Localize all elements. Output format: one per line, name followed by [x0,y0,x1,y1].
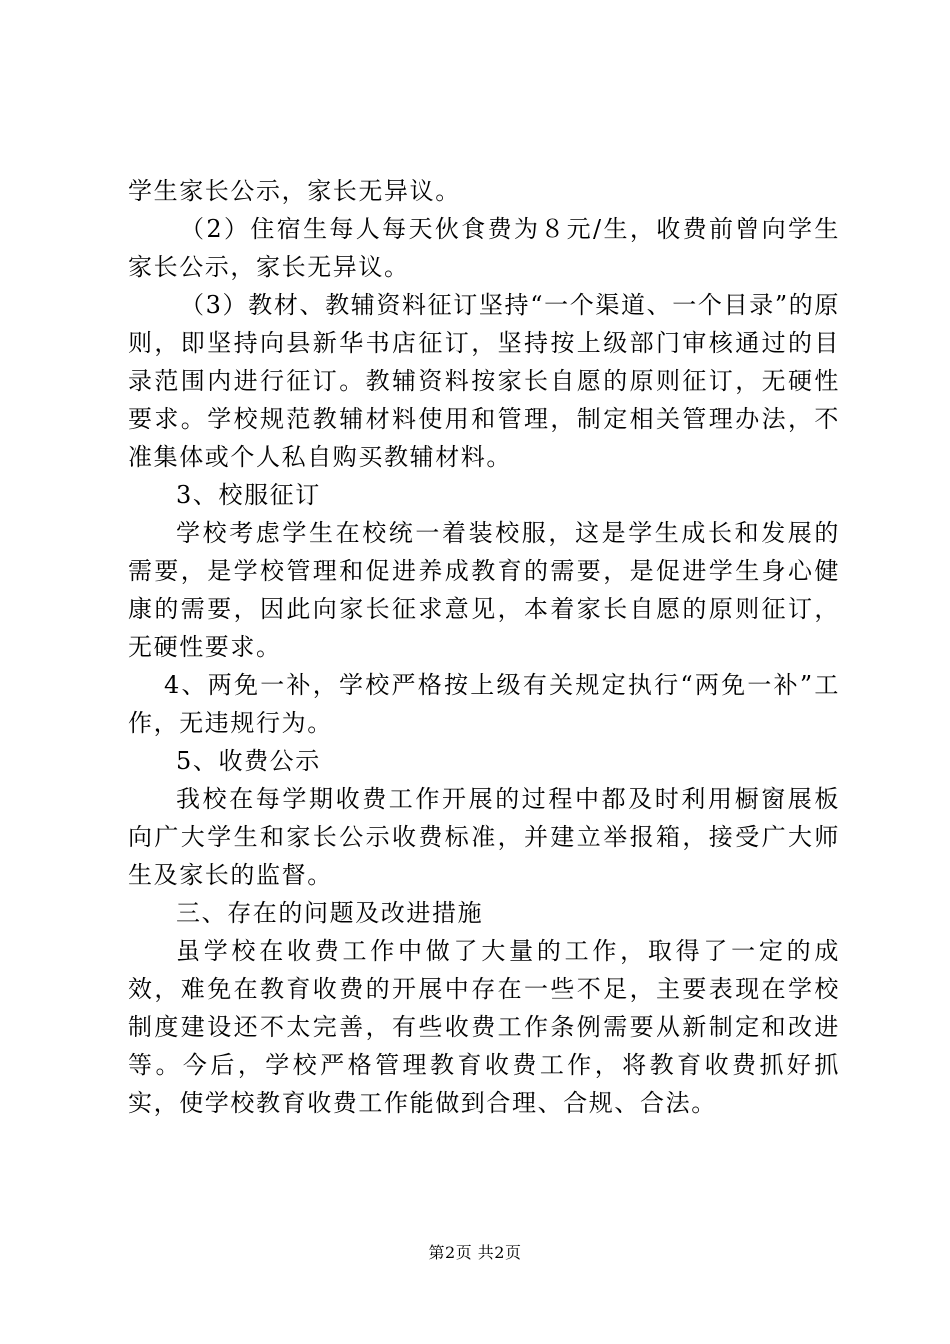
paragraph-problems: 虽学校在收费工作中做了大量的工作，取得了一定的成效，难免在教育收费的开展中存在一些不足，主要表现在学校制度建设还不太完善，有些收费工作条例需要从新制定和改进等。今后，学校严格管理教育收费工作，将教育收费抓好抓实，使学校教育收费工作能做到合理、合规、合法。 [128,937,840,1117]
paragraph-two-exemptions: 4、两免一补，学校严格按上级有关规定执行“两免一补”工作，无违规行为。 [128,671,840,737]
page-footer: 第2页 共2页 [428,1243,522,1262]
paragraph-meal-fee: （2）住宿生每人每天伙食费为８元/生，收费前曾向学生家长公示，家长无异议。 [128,215,840,281]
paragraph-uniform: 学校考虑学生在校统一着装校服，这是学生成长和发展的需要，是学校管理和促进养成教育的需要，是促进学生身心健康的需要，因此向家长征求意见，本着家长自愿的原则征订，无硬性要求。 [128,519,840,661]
paragraph-textbooks: （3）教材、教辅资料征订坚持“一个渠道、一个目录”的原则，即坚持向县新华书店征订，坚持按上级部门审核通过的目录范围内进行征订。教辅资料按家长自愿的原则征订，无硬性要求。学校规范教辅材料使用和管理，制定相关管理办法，不准集体或个人私自购买教辅材料。 [128,291,840,471]
heading-problems: 三、存在的问题及改进措施 [176,899,484,927]
paragraph-fee-publicity: 我校在每学期收费工作开展的过程中都及时利用橱窗展板向广大学生和家长公示收费标准，并建立举报箱，接受广大师生及家长的监督。 [128,785,840,889]
heading-fee-publicity: 5、收费公示 [176,747,321,775]
paragraph-continuation: 学生家长公示，家长无异议。 [128,177,461,205]
document-body [128,172,840,1122]
heading-uniform: 3、校服征订 [176,481,321,509]
